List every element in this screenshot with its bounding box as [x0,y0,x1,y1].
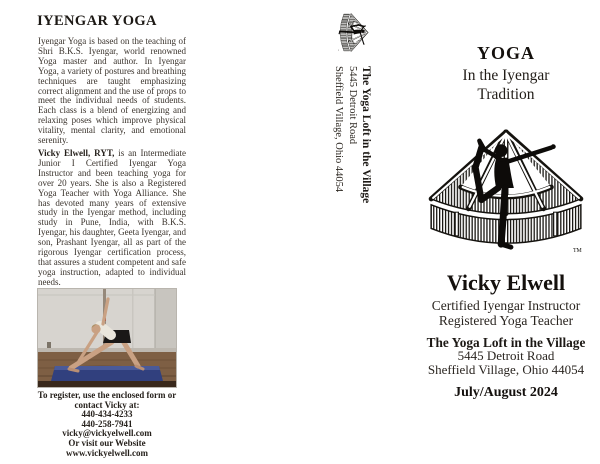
bio-lead: Vicky Elwell, RYT, [38,148,115,158]
studio-address-line-2: Sheffield Village, Ohio 44054 [427,361,585,377]
studio-name: The Yoga Loft in the Village [426,335,586,350]
website-url: www.vickyelwell.com [66,447,148,458]
phone-number-1: 440-434-4233 [81,409,133,420]
register-line-1: To register, use the enclosed form or [37,390,177,400]
yoga-loft-logo-small-rotated [337,13,369,57]
studio-address-block [420,336,592,376]
yoga-loft-logo-large [427,126,585,261]
cover-subtitle-line-1: In the Iyengar [462,67,550,84]
bio-paragraph [38,149,186,288]
credential-line-2: Registered Yoga Teacher [438,312,574,328]
issue-date: July/August 2024 [454,385,558,400]
spine-return-address [331,66,373,242]
spine-address-line-1: 5445 Detroit Road [347,66,358,145]
instructor-name: Vicky Elwell [446,270,566,295]
cover-subtitle-line-2: Tradition [477,86,535,103]
studio-address-line-1: 5445 Detroit Road [457,348,555,364]
cover-subtitle [420,66,592,104]
website-label: Or visit our Website [68,437,146,448]
credential-line-1: Certified Iyengar Instructor [431,298,581,313]
bio-text: is an Intermediate Junior I Certified Iyengar Yoga Instructor and been teaching yoga for over 20 years. She is also a Registered Yoga Teacher with Yoga Alliance. She has devoted many years of extensive study in the Iyengar method, including study in Pune, India, with B.K.S. Iyengar, his daughter, Geeta Iyengar, and son, Prashant Iyengar, all as part of the rigorous Iyengar certification process, that assures a student competent and safe yoga instruction, adapted to individual needs. [38,148,186,287]
phone-number-2: 440-258-7941 [81,418,133,429]
spine-studio-name: The Yoga Loft in the Village [360,66,372,204]
intro-paragraph: Iyengar Yoga is based on the teaching of Shri B.K.S. Iyengar, world renowned Yoga master and author. In Iyengar Yoga, a variety of postures and breathing techniques are taught emphasizing correct alignment and the use of props to meet the individual needs of students. Each class is a blend of energizing and relaxing poses which improve physical vitality, mental clarity, and emotional serenity. [38,36,186,146]
spine-address-line-2: Sheffield Village, Ohio 44054 [333,66,344,193]
email-address: vicky@vickyelwell.com [62,428,152,439]
triangle-pose-photo [37,288,177,388]
instructor-credentials [420,299,592,328]
registration-info [17,391,197,458]
register-line-2: contact Vicky at: [74,399,140,410]
left-panel-title: IYENGAR YOGA [37,13,157,29]
cover-title: YOGA [477,43,535,63]
